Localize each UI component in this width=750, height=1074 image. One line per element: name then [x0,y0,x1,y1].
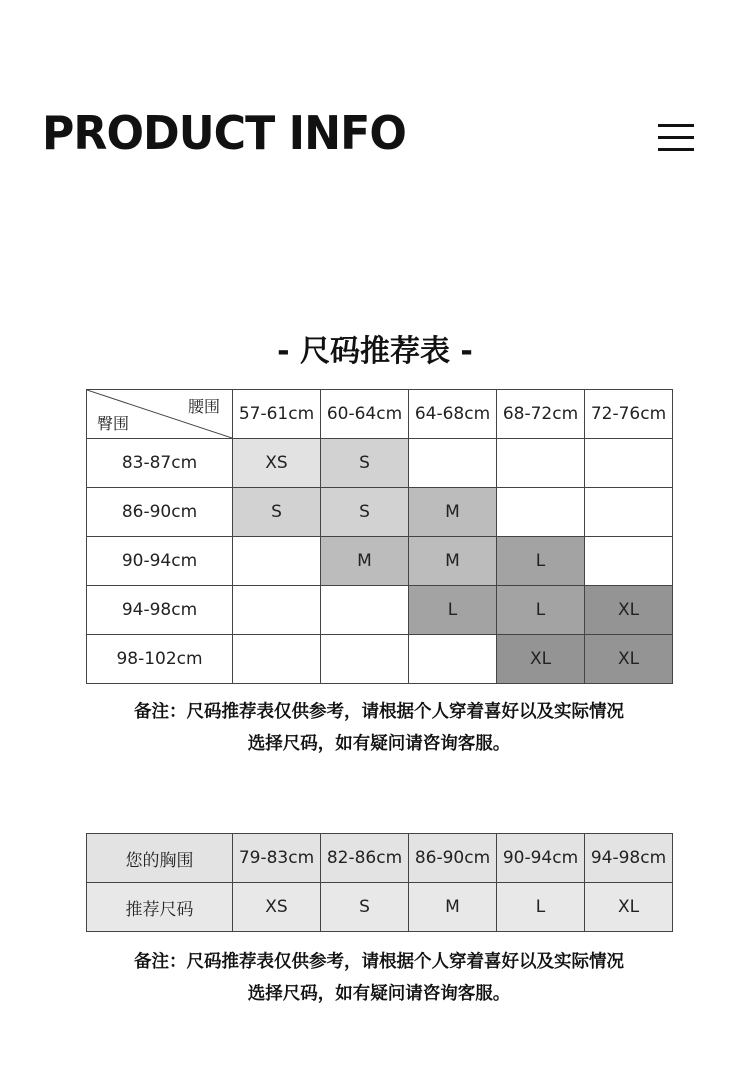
size-table-row [87,537,673,586]
recommended-size-cell: XL [585,883,673,932]
size-cell: XS [233,439,321,488]
chest-row [87,834,673,883]
waist-column-header: 60-64cm [321,390,409,439]
size-cell: S [321,488,409,537]
chest-size-table [86,833,673,932]
recommended-size-label: 推荐尺码 [87,883,233,932]
size-note [86,696,672,760]
size-cell [585,488,673,537]
size-cell [497,439,585,488]
note-line: 备注：尺码推荐表仅供参考，请根据个人穿着喜好以及实际情况 [134,702,624,722]
chest-value-cell: 79-83cm [233,834,321,883]
waist-column-header: 57-61cm [233,390,321,439]
hip-row-label: 98-102cm [87,635,233,684]
size-cell [233,635,321,684]
size-cell [233,537,321,586]
size-cell [233,586,321,635]
size-cell [321,635,409,684]
section-title: - 尺码推荐表 - [277,334,473,369]
size-cell: L [497,586,585,635]
size-cell: XL [497,635,585,684]
size-cell: XL [585,586,673,635]
size-cell: M [321,537,409,586]
recommended-size-cell: XS [233,883,321,932]
waist-header-label: 腰围 [187,397,220,416]
size-table-row [87,635,673,684]
hip-row-label: 90-94cm [87,537,233,586]
size-cell [585,537,673,586]
size-cell: M [409,488,497,537]
waist-column-header: 68-72cm [497,390,585,439]
size-cell [409,635,497,684]
size-cell: L [497,537,585,586]
chest-value-cell: 86-90cm [409,834,497,883]
chest-value-cell: 94-98cm [585,834,673,883]
recommended-size-row [87,883,673,932]
size-table-row [87,439,673,488]
size-cell: S [321,439,409,488]
chest-row-label: 您的胸围 [87,834,233,883]
note-line: 选择尺码，如有疑问请咨询客服。 [247,734,511,754]
size-cell: XL [585,635,673,684]
size-cell: M [409,537,497,586]
hip-row-label: 94-98cm [87,586,233,635]
size-cell [409,439,497,488]
recommended-size-cell: S [321,883,409,932]
size-table-header-row [87,390,673,439]
hamburger-menu-icon[interactable] [658,124,694,152]
waist-column-header: 64-68cm [409,390,497,439]
hip-header-label: 臀围 [97,414,130,433]
note-line: 选择尺码，如有疑问请咨询客服。 [247,984,511,1004]
waist-column-header: 72-76cm [585,390,673,439]
note-line: 备注：尺码推荐表仅供参考，请根据个人穿着喜好以及实际情况 [134,952,624,972]
size-cell: S [233,488,321,537]
size-cell [497,488,585,537]
recommended-size-cell: M [409,883,497,932]
page-title: PRODUCT INFO [42,106,406,160]
size-cell [585,439,673,488]
size-cell [321,586,409,635]
size-cell: L [409,586,497,635]
size-recommendation-table [86,389,673,684]
recommended-size-cell: L [497,883,585,932]
chest-value-cell: 90-94cm [497,834,585,883]
hip-row-label: 83-87cm [87,439,233,488]
size-table-row [87,586,673,635]
corner-header-cell [87,390,233,439]
chest-value-cell: 82-86cm [321,834,409,883]
size-note [86,946,672,1010]
hip-row-label: 86-90cm [87,488,233,537]
size-table-row [87,488,673,537]
